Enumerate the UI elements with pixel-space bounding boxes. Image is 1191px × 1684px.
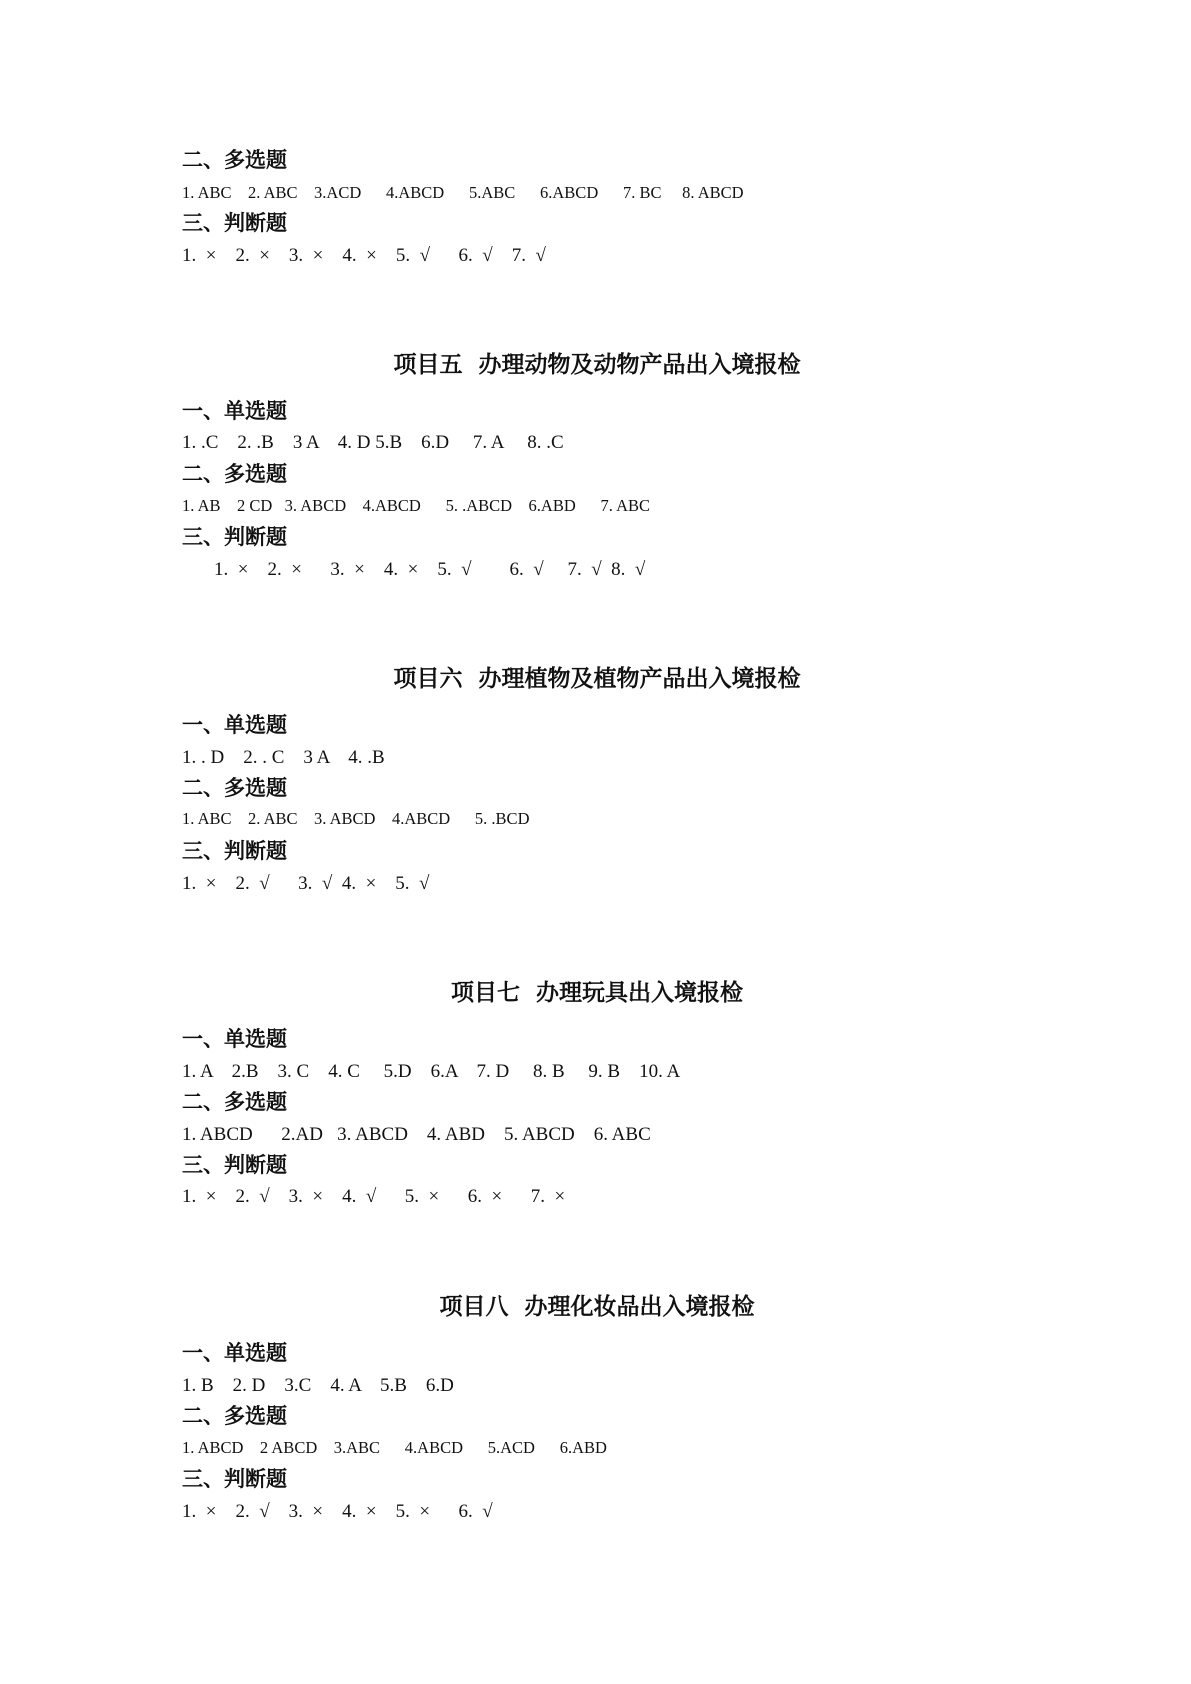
project6-title: 项目六 办理植物及植物产品出入境报检 — [393, 666, 801, 692]
true-false-answers: 1. × 2. √ 3. × 4. √ 5. × 6. × 7. × — [182, 1186, 566, 1207]
multi-choice-answers: 1. ABC 2. ABC 3.ACD 4.ABCD 5.ABC 6.ABCD 7. BC 8. ABCD — [182, 183, 744, 202]
true-false-answers: 1. × 2. × 3. × 4. × 5. √ 6. √ 7. √ — [182, 245, 546, 266]
single-choice-heading: 一、单选题 — [182, 1341, 287, 1365]
multi-choice-heading: 二、多选题 — [182, 776, 287, 800]
single-choice-answers: 1. .C 2. .B 3 A 4. D 5.B 6.D 7. A 8. .C — [182, 432, 564, 453]
true-false-heading: 三、判断题 — [182, 1467, 287, 1491]
single-choice-heading: 一、单选题 — [182, 713, 287, 737]
single-choice-answers: 1. A 2.B 3. C 4. C 5.D 6.A 7. D 8. B 9. B 10. A — [182, 1061, 681, 1082]
single-choice-answers: 1. . D 2. . C 3 A 4. .B — [182, 747, 385, 768]
multi-choice-heading: 二、多选题 — [182, 1404, 287, 1428]
multi-choice-heading: 二、多选题 — [182, 148, 287, 172]
multi-choice-answers: 1. ABCD 2.AD 3. ABCD 4. ABD 5. ABCD 6. ABC — [182, 1124, 651, 1145]
single-choice-answers: 1. B 2. D 3.C 4. A 5.B 6.D — [182, 1375, 454, 1396]
project7-title: 项目七 办理玩具出入境报检 — [450, 980, 743, 1006]
single-choice-heading: 一、单选题 — [182, 1027, 287, 1051]
project8-title: 项目八 办理化妆品出入境报检 — [439, 1294, 755, 1320]
true-false-heading: 三、判断题 — [182, 1153, 287, 1177]
true-false-heading: 三、判断题 — [182, 839, 287, 863]
multi-choice-answers: 1. ABC 2. ABC 3. ABCD 4.ABCD 5. .BCD — [182, 809, 530, 828]
true-false-answers: 1. × 2. √ 3. × 4. × 5. × 6. √ — [182, 1501, 493, 1522]
true-false-heading: 三、判断题 — [182, 211, 287, 235]
single-choice-heading: 一、单选题 — [182, 399, 287, 423]
true-false-answers: 1. × 2. × 3. × 4. × 5. √ 6. √ 7. √ 8. √ — [214, 559, 646, 580]
multi-choice-heading: 二、多选题 — [182, 462, 287, 486]
true-false-heading: 三、判断题 — [182, 525, 287, 549]
multi-choice-answers: 1. AB 2 CD 3. ABCD 4.ABCD 5. .ABCD 6.ABD 7. ABC — [182, 496, 651, 515]
multi-choice-answers: 1. ABCD 2 ABCD 3.ABC 4.ABCD 5.ACD 6.ABD — [182, 1438, 607, 1457]
true-false-answers: 1. × 2. √ 3. √ 4. × 5. √ — [182, 873, 430, 894]
project5-title: 项目五 办理动物及动物产品出入境报检 — [393, 352, 801, 378]
multi-choice-heading: 二、多选题 — [182, 1090, 287, 1114]
